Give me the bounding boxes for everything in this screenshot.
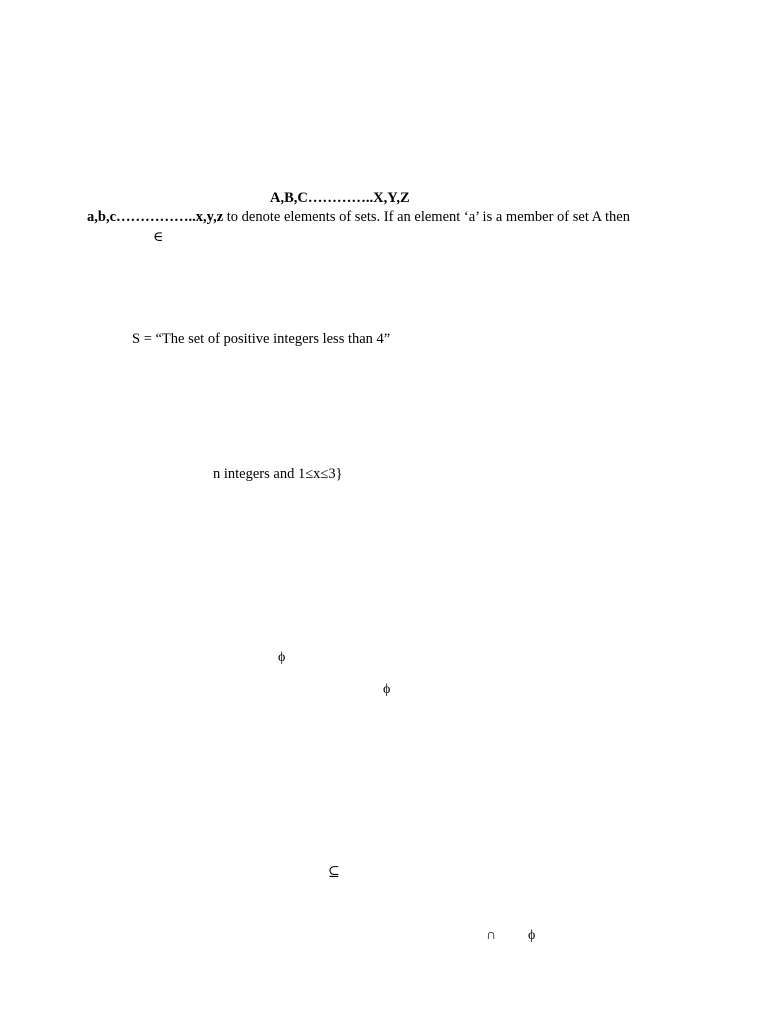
empty-set-symbol-2: ϕ: [383, 682, 391, 697]
set-s-definition: S = “The set of positive integers less than 4”: [132, 331, 391, 347]
element-of-symbol: ∈: [153, 230, 164, 245]
elements-notation-sentence: to denote elements of sets. If an element ‘a’ is a member of set A then: [223, 209, 630, 225]
elements-notation-prefix: a,b,c……………..x,y,z: [87, 209, 224, 225]
elements-notation-line: [87, 208, 683, 226]
empty-set-symbol-1: ϕ: [278, 650, 286, 665]
subset-symbol: ⊆: [328, 865, 340, 880]
sets-notation-heading: A,B,C…………..X,Y,Z: [270, 190, 410, 206]
set-builder-fragment: n integers and 1≤x≤3}: [213, 466, 343, 482]
intersection-symbol: ∩: [486, 928, 497, 943]
empty-set-symbol-3: ϕ: [528, 928, 536, 943]
